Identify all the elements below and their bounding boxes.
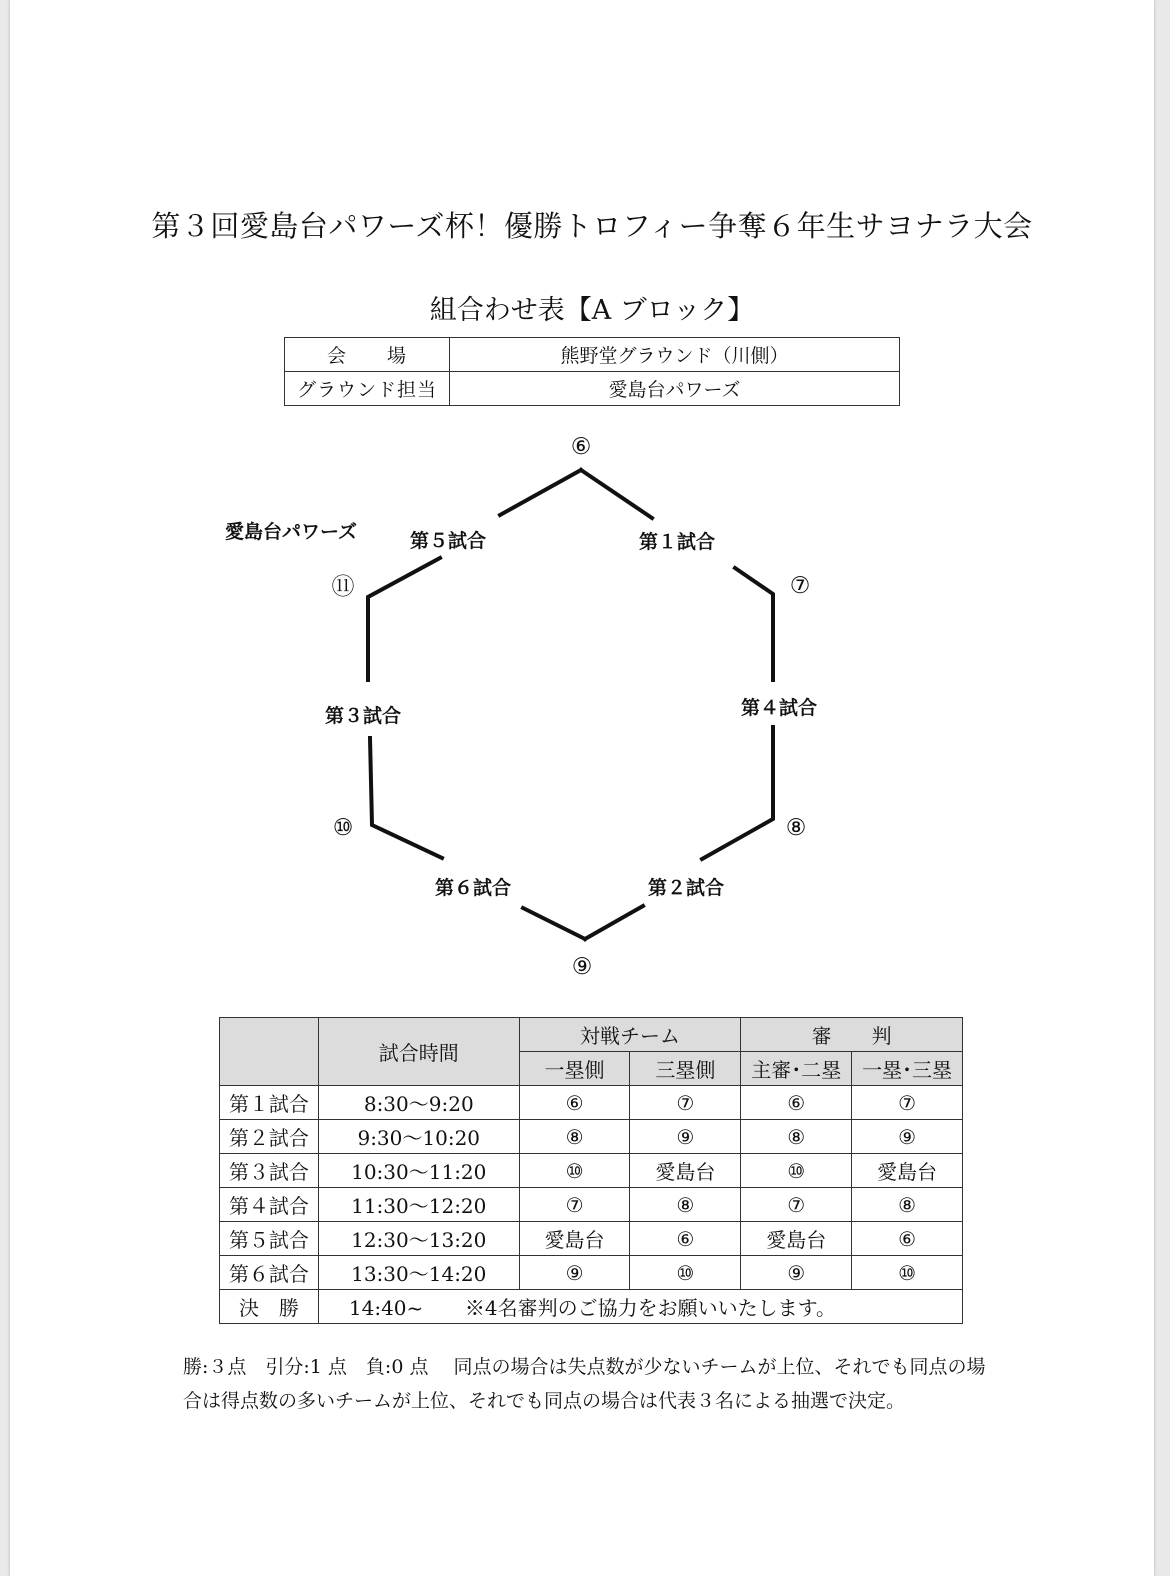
row-third-side: 愛島台	[630, 1154, 741, 1188]
table-row	[220, 1120, 963, 1154]
row-first-side: ⑥	[519, 1086, 630, 1120]
row-third-side: ⑨	[630, 1120, 741, 1154]
row-first-side: ⑩	[519, 1154, 630, 1188]
row-ump-bases: ⑦	[852, 1086, 963, 1120]
final-time: 14:40~	[348, 1296, 424, 1320]
row-ump-bases: ⑥	[852, 1222, 963, 1256]
final-label: 決 勝	[220, 1290, 319, 1324]
game-label-4: 第４試合	[740, 697, 818, 719]
row-ump-plate: ⑦	[741, 1188, 852, 1222]
edge-game5b	[368, 558, 440, 680]
node-10: ⑩	[332, 815, 354, 841]
notes-line-2: 合は得点数の多いチームが上位、それでも同点の場合は代表３名による抽選で決定。	[183, 1390, 906, 1412]
team-label: 愛島台パワーズ	[224, 521, 358, 543]
row-ump-bases: ⑨	[852, 1120, 963, 1154]
row-first-side: ⑦	[519, 1188, 630, 1222]
game-label-6: 第６試合	[434, 877, 512, 899]
row-time: 11:30～12:20	[318, 1188, 519, 1222]
document-page	[10, 0, 1154, 1576]
node-7: ⑦	[789, 573, 811, 599]
node-6: ⑥	[570, 434, 592, 460]
table-row	[220, 1256, 963, 1290]
row-ump-bases: ⑧	[852, 1188, 963, 1222]
row-game: 第５試合	[220, 1222, 319, 1256]
scoring-notes	[183, 1350, 1023, 1418]
row-third-side: ⑥	[630, 1222, 741, 1256]
table-row	[220, 1086, 963, 1120]
game-label-1: 第１試合	[638, 531, 716, 553]
node-11: ⑪	[331, 574, 355, 600]
ground-value: 愛島台パワーズ	[450, 372, 900, 406]
row-ump-bases: ⑩	[852, 1256, 963, 1290]
header-time: 試合時間	[318, 1018, 519, 1086]
row-third-side: ⑧	[630, 1188, 741, 1222]
row-game: 第１試合	[220, 1086, 319, 1120]
edge-game4	[702, 727, 773, 859]
row-time: 12:30～13:20	[318, 1222, 519, 1256]
row-ump-bases: 愛島台	[852, 1154, 963, 1188]
edge-game2	[585, 906, 643, 939]
row-game: 第４試合	[220, 1188, 319, 1222]
row-third-side: ⑩	[630, 1256, 741, 1290]
edge-game1b	[735, 568, 773, 680]
document-title: 第３回愛島台パワーズ杯！優勝トロフィー争奪６年生サヨナラ大会	[151, 209, 1033, 243]
notes-line-1: 勝:３点 引分:1 点 負:0 点 同点の場合は失点数が少ないチームが上位、それでも同点の場	[183, 1356, 986, 1378]
row-first-side: ⑧	[519, 1120, 630, 1154]
header-teams: 対戦チーム	[519, 1018, 741, 1052]
schedule-header-row-1	[220, 1018, 963, 1052]
row-ump-plate: ⑥	[741, 1086, 852, 1120]
row-time: 8:30～9:20	[318, 1086, 519, 1120]
table-row	[220, 1154, 963, 1188]
document-subtitle: 組合わせ表【A ブロック】	[429, 295, 755, 326]
row-first-side: 愛島台	[519, 1222, 630, 1256]
node-8: ⑧	[785, 815, 807, 841]
row-ump-plate: ⑧	[741, 1120, 852, 1154]
header-blank	[220, 1018, 319, 1086]
row-time: 9:30～10:20	[318, 1120, 519, 1154]
row-third-side: ⑦	[630, 1086, 741, 1120]
game-label-2: 第２試合	[647, 877, 725, 899]
row-game: 第２試合	[220, 1120, 319, 1154]
edge-game3	[370, 738, 442, 858]
game-label-5: 第５試合	[409, 530, 487, 552]
round-robin-diagram	[10, 0, 1154, 1010]
header-umpires: 審 判	[741, 1018, 963, 1052]
venue-label: 会 場	[285, 338, 450, 372]
header-plate-second: 主審･二塁	[741, 1052, 852, 1086]
row-game: 第３試合	[220, 1154, 319, 1188]
ground-label: グラウンド担当	[285, 372, 450, 406]
edge-game5	[500, 470, 581, 515]
schedule-table	[219, 1017, 963, 1324]
edge-game1	[581, 470, 652, 518]
venue-value: 熊野堂グラウンド（川側）	[450, 338, 900, 372]
table-row	[220, 1222, 963, 1256]
header-first-side: 一塁側	[519, 1052, 630, 1086]
row-first-side: ⑨	[519, 1256, 630, 1290]
row-ump-plate: ⑨	[741, 1256, 852, 1290]
table-row	[220, 1188, 963, 1222]
row-time: 13:30～14:20	[318, 1256, 519, 1290]
node-9: ⑨	[571, 954, 593, 980]
final-row	[220, 1290, 963, 1324]
game-label-3: 第３試合	[324, 705, 402, 727]
final-info	[318, 1290, 962, 1324]
header-first-third: 一塁･三塁	[852, 1052, 963, 1086]
row-game: 第６試合	[220, 1256, 319, 1290]
row-time: 10:30～11:20	[318, 1154, 519, 1188]
header-third-side: 三塁側	[630, 1052, 741, 1086]
row-ump-plate: 愛島台	[741, 1222, 852, 1256]
final-note: ※4名審判のご協力をお願いいたします。	[464, 1296, 837, 1320]
edge-game6	[523, 908, 585, 939]
row-ump-plate: ⑩	[741, 1154, 852, 1188]
